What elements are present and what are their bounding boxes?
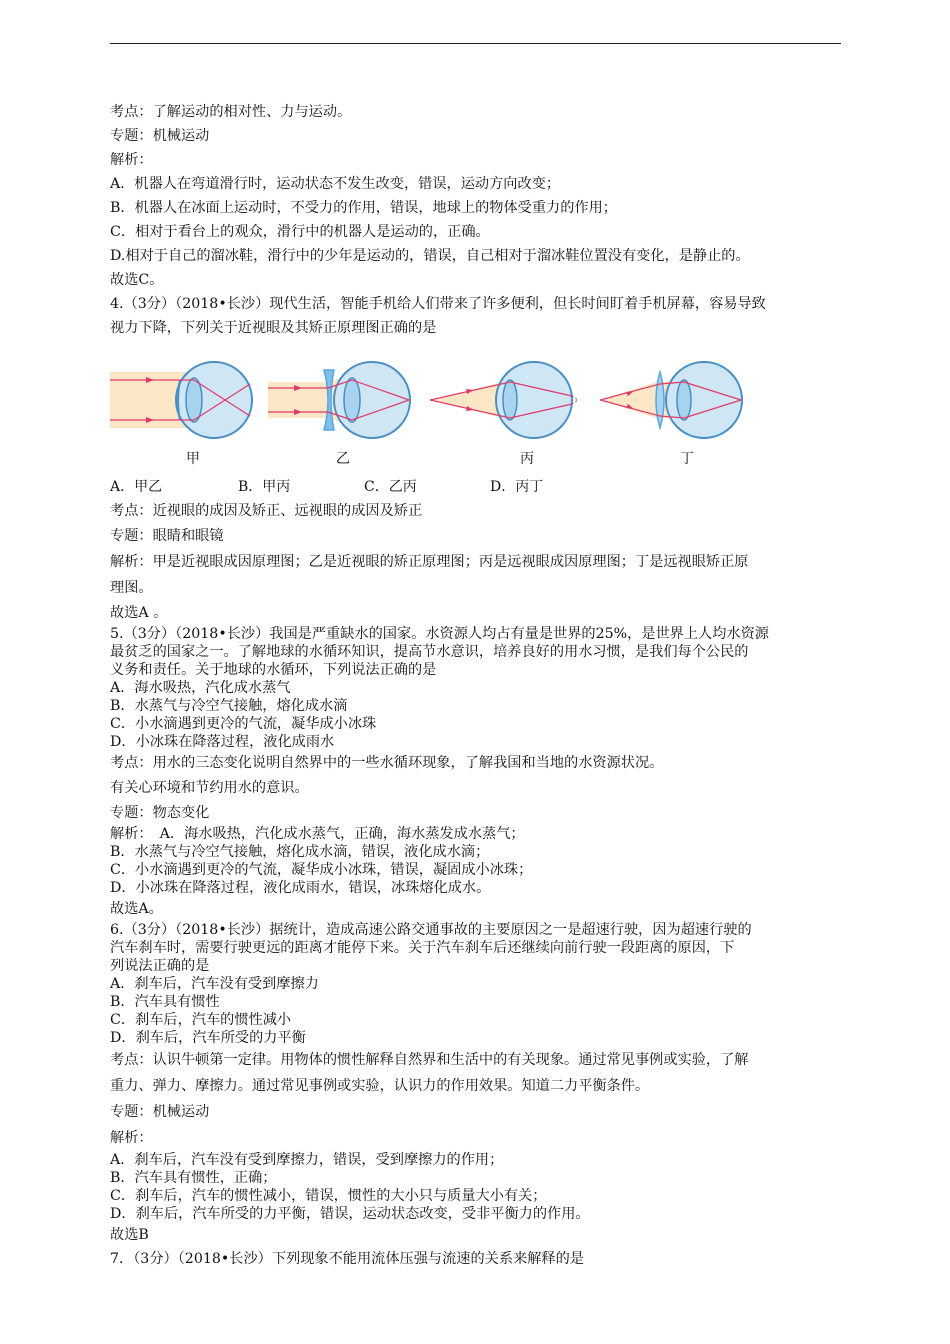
- q4-stem-line1: 4.（3分）（2018•长沙）现代生活，智能手机给人们带来了许多便利，但长时间盯着手机屏幕，容易导致: [110, 296, 766, 312]
- header-rule: [110, 43, 841, 44]
- q6-stem-line2: 汽车刹车时，需要行驶更远的距离才能停下来。关于汽车刹车后还继续向前行驶一段距离的原因，下: [110, 940, 735, 956]
- q3-answer: 故选C。: [110, 272, 164, 288]
- q5-kaodian-line1: 考点：用水的三态变化说明自然界中的一些水循环现象，了解我国和当地的水资源状况。: [110, 755, 664, 771]
- q3-kaodian: 考点：了解运动的相对性、力与运动。: [110, 104, 352, 120]
- q3-analysis-a: A．机器人在弯道滑行时，运动状态不发生改变，错误，运动方向改变；: [110, 176, 561, 192]
- q7-stem: 7．（3分）（2018•长沙）下列现象不能用流体压强与流速的关系来解释的是: [110, 1251, 584, 1267]
- q6-analysis-d: D．刹车后，汽车所受的力平衡，错误，运动状态改变，受非平衡力的作用。: [110, 1206, 590, 1222]
- q5-stem-line2: 最贫乏的国家之一。了解地球的水循环知识，提高节水意识，培养良好的用水习惯，是我们每个公民的: [110, 644, 749, 660]
- q4-jiexi-line1: 解析：甲是近视眼成因原理图；乙是近视眼的矫正原理图；丙是远视眼成因原理图；丁是远视眼矫正原: [110, 554, 749, 570]
- q3-zhuanti: 专题：机械运动: [110, 128, 210, 144]
- q6-option-b: B．汽车具有惯性: [110, 994, 220, 1010]
- q4-stem-line2: 视力下降，下列关于近视眼及其矫正原理图正确的是: [110, 320, 437, 336]
- q6-zhuanti: 专题：机械运动: [110, 1104, 210, 1120]
- q4-zhuanti: 专题：眼睛和眼镜: [110, 528, 224, 544]
- q5-analysis-c: C．小水滴遇到更冷的气流，凝华成小冰珠，错误，凝固成小冰珠；: [110, 862, 533, 878]
- q6-jiexi: 解析：: [110, 1130, 153, 1146]
- q5-analysis-d: D．小冰珠在降落过程，液化成雨水，错误，冰珠熔化成水。: [110, 880, 491, 896]
- q6-option-d: D．刹车后，汽车所受的力平衡: [110, 1030, 306, 1046]
- q3-jiexi: 解析：: [110, 152, 153, 168]
- eye-diagram-yi: [268, 350, 418, 450]
- q6-option-c: C．刹车后，汽车的惯性减小: [110, 1012, 292, 1028]
- q3-analysis-b: B．机器人在冰面上运动时，不受力的作用，错误，地球上的物体受重力的作用；: [110, 200, 617, 216]
- fig-label-yi: 乙: [336, 451, 350, 467]
- q6-analysis-c: C．刹车后，汽车的惯性减小，错误，惯性的大小只与质量大小有关；: [110, 1188, 547, 1204]
- fig-label-bing: 丙: [520, 451, 534, 467]
- eye-diagram-ding: [600, 350, 750, 450]
- q3-analysis-d: D.相对于自己的溜冰鞋，滑行中的少年是运动的，错误，自己相对于溜冰鞋位置没有变化，是静止的。: [110, 248, 750, 264]
- q4-option-d: D．丙丁: [490, 479, 544, 495]
- q6-analysis-a: A．刹车后，汽车没有受到摩擦力，错误，受到摩擦力的作用；: [110, 1152, 504, 1168]
- q4-option-c: C．乙丙: [364, 479, 417, 495]
- eye-diagrams: [110, 340, 841, 475]
- q5-option-b: B．水蒸气与冷空气接触，熔化成水滴: [110, 698, 348, 714]
- q4-kaodian: 考点：近视眼的成因及矫正、远视眼的成因及矫正: [110, 503, 423, 519]
- q5-option-c: C．小水滴遇到更冷的气流，凝华成小冰珠: [110, 716, 377, 732]
- q6-answer: 故选B: [110, 1227, 149, 1243]
- document-body: [110, 100, 841, 1271]
- q5-analysis-b: B．水蒸气与冷空气接触，熔化成水滴，错误，液化成水滴；: [110, 844, 490, 860]
- q5-option-d: D．小冰珠在降落过程，液化成雨水: [110, 734, 335, 750]
- q5-analysis-a: 解析： A．海水吸热，汽化成水蒸气，正确，海水蒸发成水蒸气；: [110, 826, 525, 842]
- q5-kaodian-line2: 有关心环境和节约用水的意识。: [110, 780, 309, 796]
- q5-option-a: A．海水吸热，汽化成水蒸气: [110, 680, 291, 696]
- q4-options: [110, 475, 841, 499]
- fig-label-jia: 甲: [186, 451, 200, 467]
- q4-answer: 故选A 。: [110, 605, 168, 621]
- eye-diagram-jia: [110, 350, 260, 450]
- q6-stem-line3: 列说法正确的是: [110, 958, 210, 974]
- q4-option-b: B．甲丙: [238, 479, 291, 495]
- q5-answer: 故选A。: [110, 901, 163, 917]
- q6-analysis-b: B．汽车具有惯性，正确；: [110, 1170, 277, 1186]
- q4-option-a: A．甲乙: [110, 479, 163, 495]
- q4-jiexi-line2: 理图。: [110, 580, 153, 596]
- fig-label-ding: 丁: [680, 451, 694, 467]
- q5-stem-line3: 义务和责任。关于地球的水循环，下列说法正确的是: [110, 662, 437, 678]
- q5-stem-line1: 5.（3分）（2018•长沙）我国是严重缺水的国家。水资源人均占有量是世界的25%，是世界上人均水资源: [110, 626, 769, 642]
- q6-kaodian-line1: 考点：认识牛顿第一定律。用物体的惯性解释自然界和生活中的有关现象。通过常见事例或实验，了解: [110, 1052, 749, 1068]
- eye-diagram-bing: [430, 350, 580, 450]
- q6-kaodian-line2: 重力、弹力、摩擦力。通过常见事例或实验，认识力的作用效果。知道二力平衡条件。: [110, 1078, 650, 1094]
- q6-stem-line1: 6.（3分）（2018•长沙）据统计，造成高速公路交通事故的主要原因之一是超速行驶，因为超速行驶的: [110, 922, 752, 938]
- q3-analysis-c: C．相对于看台上的观众，滑行中的机器人是运动的，正确。: [110, 224, 490, 240]
- q6-option-a: A．刹车后，汽车没有受到摩擦力: [110, 976, 319, 992]
- q5-zhuanti: 专题：物态变化: [110, 805, 210, 821]
